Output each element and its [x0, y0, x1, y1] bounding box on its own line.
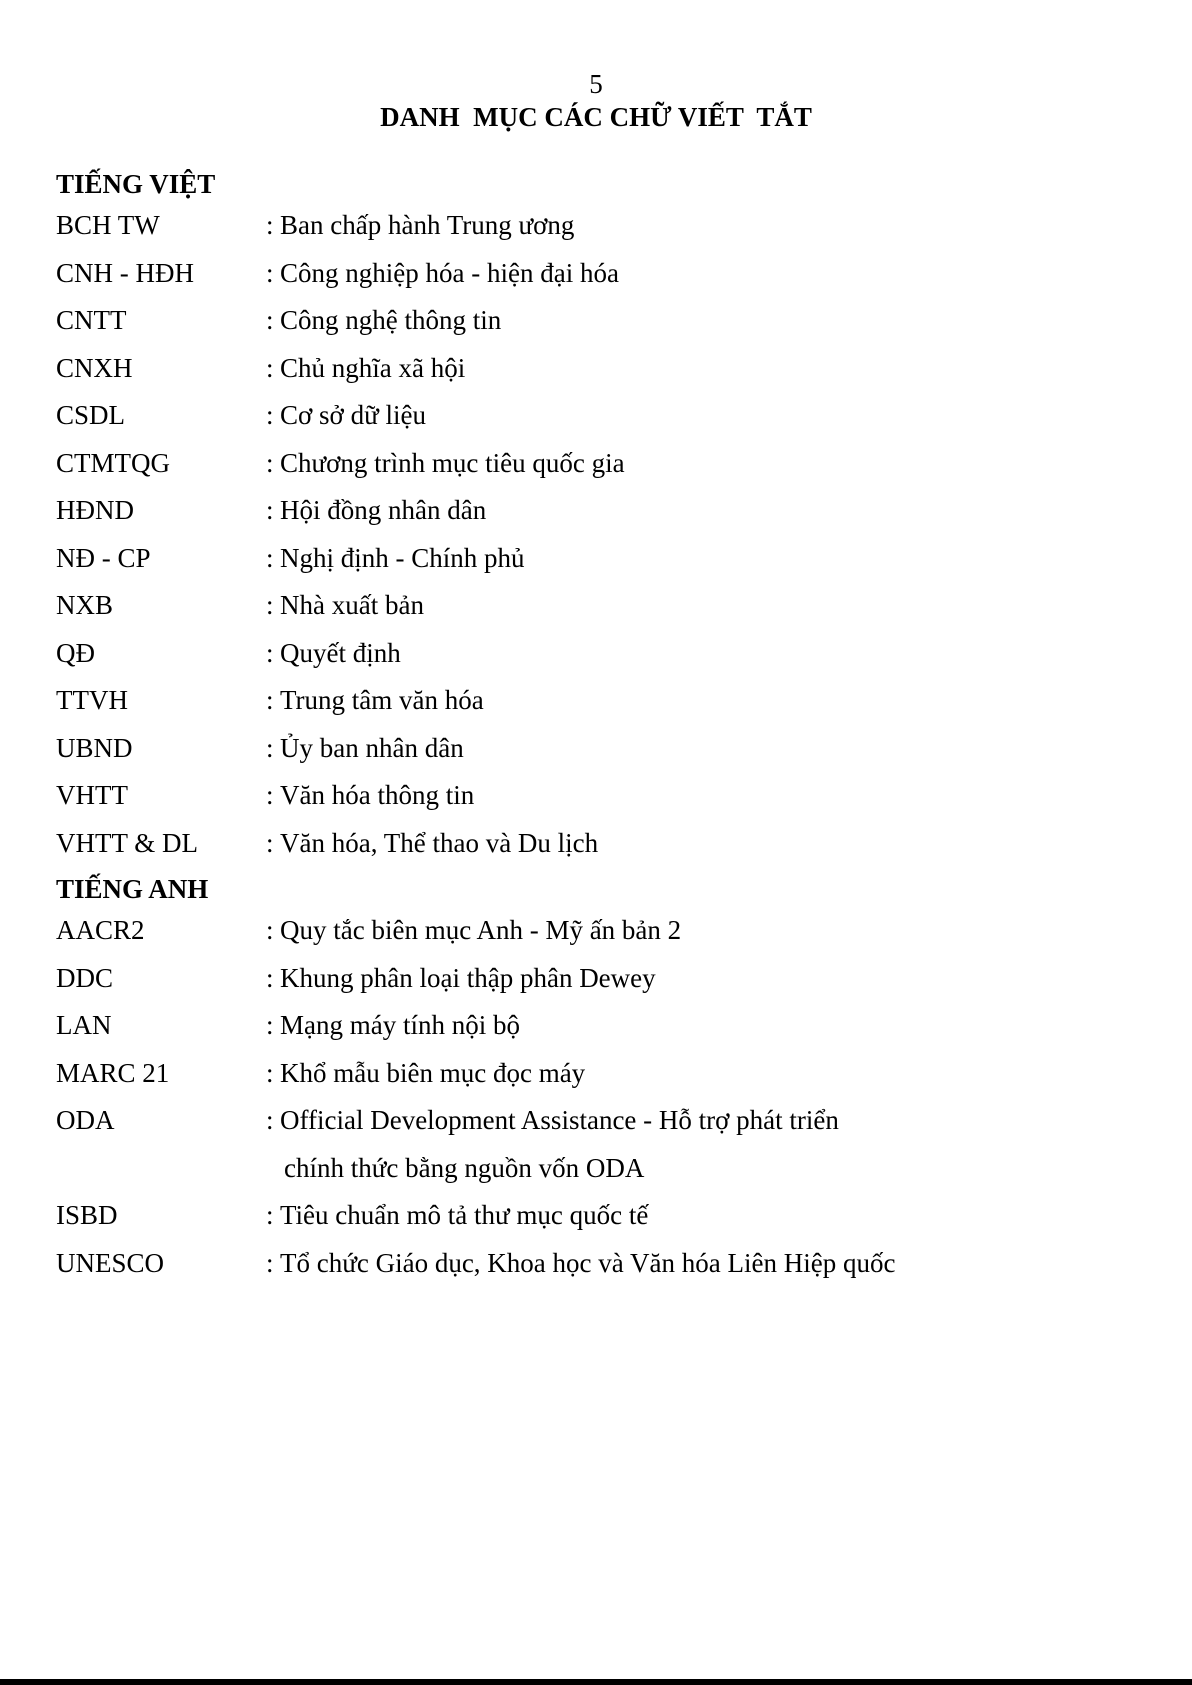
section-entries-english — [56, 907, 1136, 1287]
definition-text: Quyết định — [280, 637, 401, 668]
definition — [280, 1050, 1136, 1098]
definition — [280, 487, 1136, 535]
abbreviation: AACR2 — [56, 915, 145, 945]
definition-text: Nghị định - Chính phủ — [280, 542, 525, 573]
list-item — [56, 630, 1136, 678]
definition — [280, 582, 1136, 630]
abbreviation: CSDL — [56, 400, 126, 430]
section-entries-vietnamese — [56, 202, 1136, 867]
list-item — [56, 250, 1136, 298]
abbreviation: BCH TW — [56, 210, 160, 240]
definition — [280, 907, 1136, 955]
definition — [280, 1002, 1136, 1050]
definition — [280, 820, 1136, 868]
definition-text: Khung phân loại thập phân Dewey — [280, 962, 656, 993]
definition-text: Văn hóa thông tin — [280, 780, 475, 810]
definition-text: Tiêu chuẩn mô tả thư mục quốc tế — [280, 1200, 649, 1230]
separator-colon: : — [266, 447, 274, 478]
separator-colon: : — [266, 305, 274, 335]
list-item — [56, 907, 1136, 955]
definition — [280, 772, 1136, 820]
definition-text: Công nghiệp hóa - hiện đại hóa — [280, 257, 619, 288]
list-item — [56, 1097, 1136, 1192]
list-item — [56, 1192, 1136, 1240]
list-item — [56, 1002, 1136, 1050]
definition — [280, 630, 1136, 678]
abbreviation: VHTT & DL — [56, 827, 198, 858]
list-item — [56, 772, 1136, 820]
definition-text: Ban chấp hành Trung ương — [280, 210, 575, 240]
definition-text: Mạng máy tính nội bộ — [280, 1010, 520, 1040]
definition-text: Khổ mẫu biên mục đọc máy — [280, 1057, 586, 1088]
definition — [280, 1097, 1136, 1192]
definition — [280, 297, 1136, 345]
abbreviation: NĐ - CP — [56, 542, 151, 573]
abbreviation: UBND — [56, 732, 133, 763]
definition-text: Hội đồng nhân dân — [280, 495, 487, 525]
list-item — [56, 535, 1136, 583]
separator-colon: : — [266, 1200, 274, 1230]
abbreviation: QĐ — [56, 637, 95, 668]
list-item — [56, 955, 1136, 1003]
section-heading-english: TIẾNG ANH — [56, 874, 209, 904]
abbreviation: NXB — [56, 590, 114, 620]
abbreviation: CTMTQG — [56, 447, 170, 478]
definition — [280, 725, 1136, 773]
definition — [280, 677, 1136, 725]
separator-colon: : — [266, 400, 274, 430]
definition — [280, 1192, 1136, 1240]
list-item — [56, 202, 1136, 250]
abbreviation: UNESCO — [56, 1247, 165, 1278]
definition-text: Tổ chức Giáo dục, Khoa học và Văn hóa Liên Hiệp quốc — [280, 1247, 896, 1278]
separator-colon: : — [266, 1010, 274, 1040]
abbreviation: VHTT — [56, 780, 128, 810]
list-item — [56, 345, 1136, 393]
definition — [280, 535, 1136, 583]
separator-colon: : — [266, 542, 274, 573]
separator-colon: : — [266, 1057, 274, 1088]
definition — [280, 250, 1136, 298]
definition-text: Trung tâm văn hóa — [280, 685, 484, 715]
definition — [280, 202, 1136, 250]
list-item — [56, 582, 1136, 630]
separator-colon: : — [266, 590, 274, 620]
separator-colon: : — [266, 1105, 274, 1135]
definition-text: Official Development Assistance - Hỗ trợ phát triển — [280, 1105, 839, 1135]
separator-colon: : — [266, 962, 274, 993]
definition-text: Cơ sở dữ liệu — [280, 400, 426, 430]
definition-text: Quy tắc biên mục Anh - Mỹ ấn bản 2 — [280, 915, 682, 945]
definition — [280, 440, 1136, 488]
definition-continuation: chính thức bằng nguồn vốn ODA — [284, 1152, 645, 1183]
separator-colon: : — [266, 1247, 274, 1278]
list-item — [56, 677, 1136, 725]
definition — [280, 392, 1136, 440]
separator-colon: : — [266, 352, 274, 383]
abbreviation: CNH - HĐH — [56, 257, 194, 288]
abbreviation: ODA — [56, 1105, 115, 1135]
definition-text: Văn hóa, Thể thao và Du lịch — [280, 827, 599, 858]
definition-text: Nhà xuất bản — [280, 590, 424, 620]
list-item — [56, 820, 1136, 868]
abbreviation: TTVH — [56, 685, 128, 715]
separator-colon: : — [266, 210, 274, 240]
definition-text: Ủy ban nhân dân — [280, 732, 464, 763]
abbreviation: DDC — [56, 962, 114, 993]
abbreviation: ISBD — [56, 1200, 118, 1230]
separator-colon: : — [266, 637, 274, 668]
list-item — [56, 392, 1136, 440]
definition — [280, 1240, 1136, 1288]
abbreviation: CNXH — [56, 352, 133, 383]
list-item — [56, 297, 1136, 345]
abbreviation: HĐND — [56, 495, 134, 525]
list-item — [56, 487, 1136, 535]
bottom-edge-rule — [0, 1679, 1192, 1685]
definition — [280, 345, 1136, 393]
definition-text: Chương trình mục tiêu quốc gia — [280, 447, 625, 478]
separator-colon: : — [266, 257, 274, 288]
separator-colon: : — [266, 915, 274, 945]
separator-colon: : — [266, 495, 274, 525]
page-title: DANH MỤC CÁC CHỮ VIẾT TẮT — [380, 102, 812, 132]
definition-text: Chủ nghĩa xã hội — [280, 352, 466, 383]
abbreviation: CNTT — [56, 305, 127, 335]
list-item — [56, 1240, 1136, 1288]
abbreviation-list — [56, 166, 1136, 1287]
separator-colon: : — [266, 780, 274, 810]
separator-colon: : — [266, 827, 274, 858]
definition-text: Công nghệ thông tin — [280, 305, 502, 335]
page-number: 5 — [589, 69, 603, 99]
definition — [280, 955, 1136, 1003]
list-item — [56, 1050, 1136, 1098]
separator-colon: : — [266, 732, 274, 763]
abbreviation: MARC 21 — [56, 1057, 170, 1088]
abbreviation: LAN — [56, 1010, 112, 1040]
list-item — [56, 725, 1136, 773]
section-heading-vietnamese: TIẾNG VIỆT — [56, 169, 216, 199]
list-item — [56, 440, 1136, 488]
separator-colon: : — [266, 685, 274, 715]
